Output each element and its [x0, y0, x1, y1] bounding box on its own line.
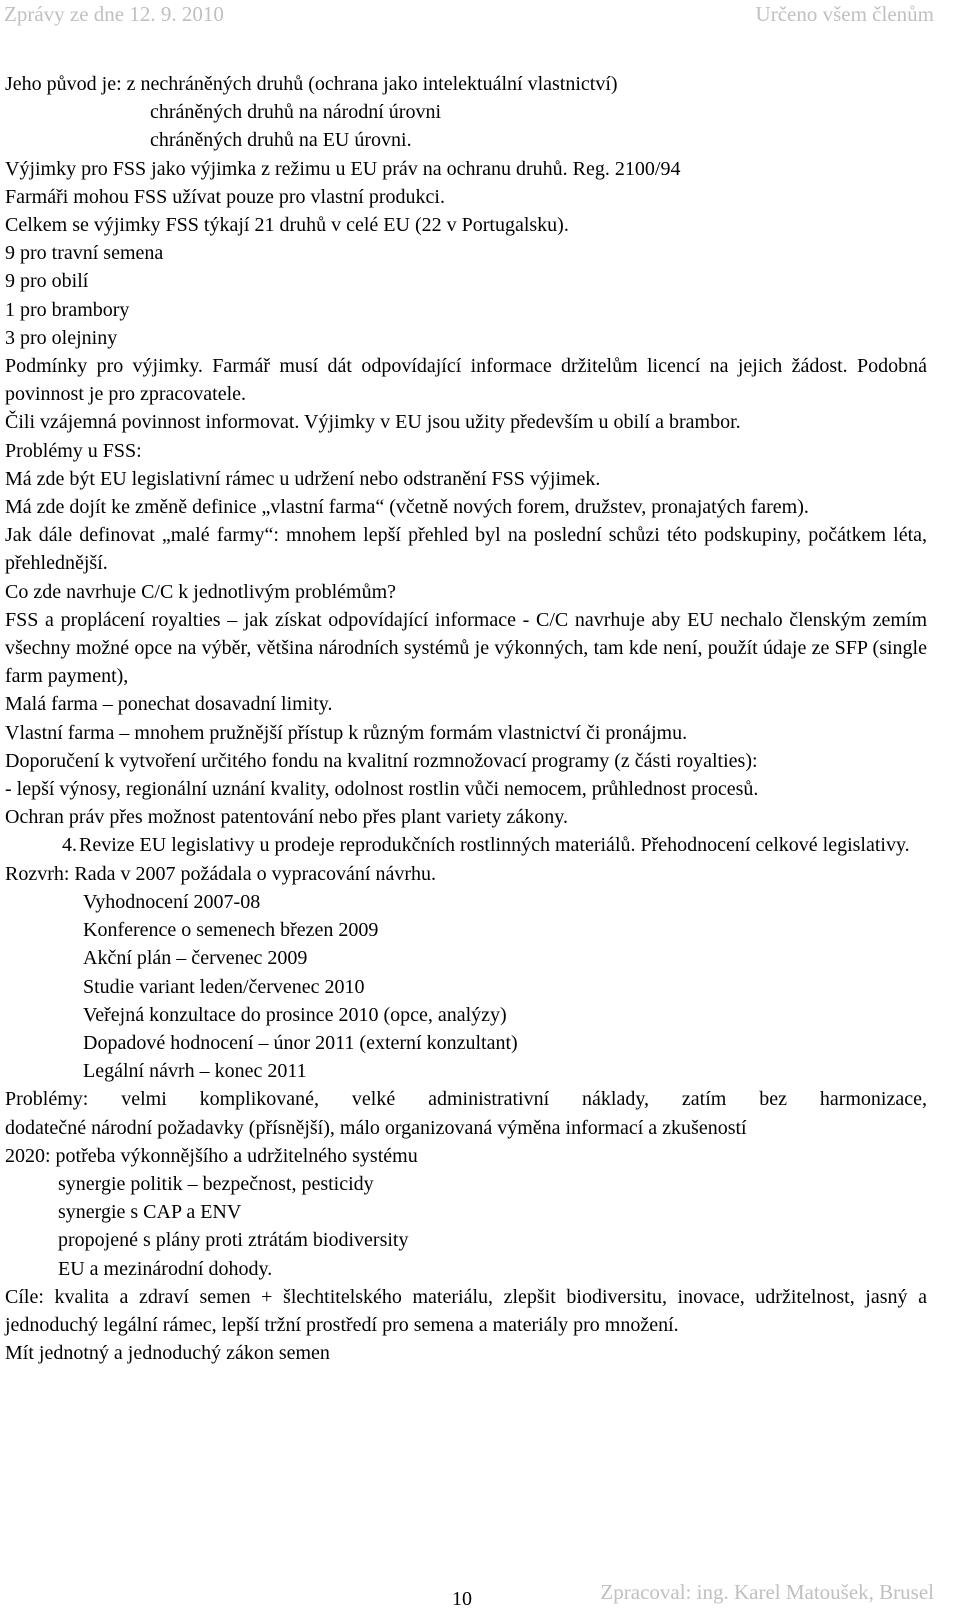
header-right: Určeno všem členům — [755, 2, 934, 26]
paragraph: Má zde dojít ke změně definice „vlastní farma“ (včetně nových forem, družstev, pronajatých farem). — [5, 496, 809, 519]
paragraph: Jak dále definovat „malé farmy“: mnohem lepší přehled byl na poslední schůzi této podskupiny, počátkem léta, přehlednější. — [5, 524, 927, 575]
schedule-item: Dopadové hodnocení – únor 2011 (externí konzultant) — [83, 1031, 518, 1054]
text-line: dodatečné národní požadavky (přísnější), málo organizovaná výměna informací a zkušeností — [5, 1116, 747, 1139]
numbered-item — [5, 831, 927, 859]
paragraph: Problémy: velmi komplikované, velké administrativní náklady, zatím bez harmonizace, — [5, 1088, 927, 1111]
goal-item: propojené s plány proti ztrátám biodiversity — [58, 1229, 409, 1252]
text-line: Ochran práv přes možnost patentování nebo přes plant variety zákony. — [5, 806, 568, 829]
text-line: Celkem se výjimky FSS týkají 21 druhů v celé EU (22 v Portugalsku). — [5, 214, 569, 237]
footer-author: Zpracoval: ing. Karel Matoušek, Brusel — [600, 1580, 934, 1604]
goal-item: EU a mezinárodní dohody. — [58, 1257, 273, 1280]
item-number: 4. — [62, 834, 77, 857]
goal-item: synergie s CAP a ENV — [58, 1201, 242, 1224]
page-number: 10 — [452, 1588, 472, 1610]
text-line: Vlastní farma – mnohem pružnější přístup k různým formám vlastnictví či pronájmu. — [5, 721, 688, 744]
text-line: 9 pro obilí — [5, 270, 89, 293]
document-body — [5, 70, 927, 1367]
text-line: Jeho původ je: z nechráněných druhů (ochrana jako intelektuální vlastnictví) — [5, 73, 618, 95]
text-line: chráněných druhů na národní úrovni — [150, 101, 442, 124]
schedule-item: Veřejná konzultace do prosince 2010 (opce, analýzy) — [83, 1003, 507, 1026]
schedule-item: Legální návrh – konec 2011 — [83, 1060, 307, 1083]
item-text: Revize EU legislativy u prodeje reprodukčních rostlinných materiálů. Přehodnocení celkové legislativy. — [79, 834, 910, 857]
goal-item: synergie politik – bezpečnost, pesticidy — [58, 1172, 374, 1195]
text-line: Rozvrh: Rada v 2007 požádala o vypracování návrhu. — [5, 862, 436, 885]
schedule-item: Akční plán – červenec 2009 — [83, 947, 308, 970]
text-line: Čili vzájemná povinnost informovat. Výjimky v EU jsou užity především u obilí a brambor. — [5, 411, 741, 434]
paragraph: Podmínky pro výjimky. Farmář musí dát odpovídající informace držitelům licencí na jejich žádost. Podobná povinnost je pro zpracovatele. — [5, 355, 927, 406]
text-line: Malá farma – ponechat dosavadní limity. — [5, 693, 333, 716]
text-line: 1 pro brambory — [5, 298, 130, 321]
paragraph: FSS a proplácení royalties – jak získat odpovídající informace - C/C navrhuje aby EU nechalo členským zemím všechny možné opce na výběr, většina národních systémů je výkonných, tam kde není, použít údaje ze SFP (single farm payment), — [5, 608, 927, 688]
text-line: Mít jednotný a jednoduchý zákon semen — [5, 1342, 330, 1365]
paragraph: Cíle: kvalita a zdraví semen + šlechtitelského materiálu, zlepšit biodiversitu, inovace, udržitelnost, jasný a jednoduchý legální rámec, lepší tržní prostředí pro semena a materiály pro množení. — [5, 1285, 927, 1336]
schedule-item: Vyhodnocení 2007-08 — [83, 890, 261, 913]
text-line: - lepší výnosy, regionální uznání kvality, odolnost rostlin vůči nemocem, průhlednost procesů. — [5, 778, 759, 801]
text-line: 3 pro olejniny — [5, 326, 118, 349]
text-line: chráněných druhů na EU úrovni. — [150, 129, 412, 152]
schedule-item: Konference o semenech březen 2009 — [83, 919, 379, 942]
text-line: Má zde být EU legislativní rámec u udržení nebo odstranění FSS výjimek. — [5, 467, 601, 490]
schedule-item: Studie variant leden/červenec 2010 — [83, 975, 365, 998]
text-line: 2020: potřeba výkonnějšího a udržitelného systému — [5, 1144, 418, 1167]
header-left: Zprávy ze dne 12. 9. 2010 — [4, 2, 224, 26]
text-line: 9 pro travní semena — [5, 242, 164, 265]
text-line: Farmáři mohou FSS užívat pouze pro vlastní produkci. — [5, 185, 445, 208]
text-line: Problémy u FSS: — [5, 439, 142, 462]
text-line: Doporučení k vytvoření určitého fondu na kvalitní rozmnožovací programy (z části royalties): — [5, 749, 758, 772]
text-line: Výjimky pro FSS jako výjimka z režimu u EU práv na ochranu druhů. Reg. 2100/94 — [5, 157, 681, 180]
text-line: Co zde navrhuje C/C k jednotlivým problémům? — [5, 580, 397, 603]
